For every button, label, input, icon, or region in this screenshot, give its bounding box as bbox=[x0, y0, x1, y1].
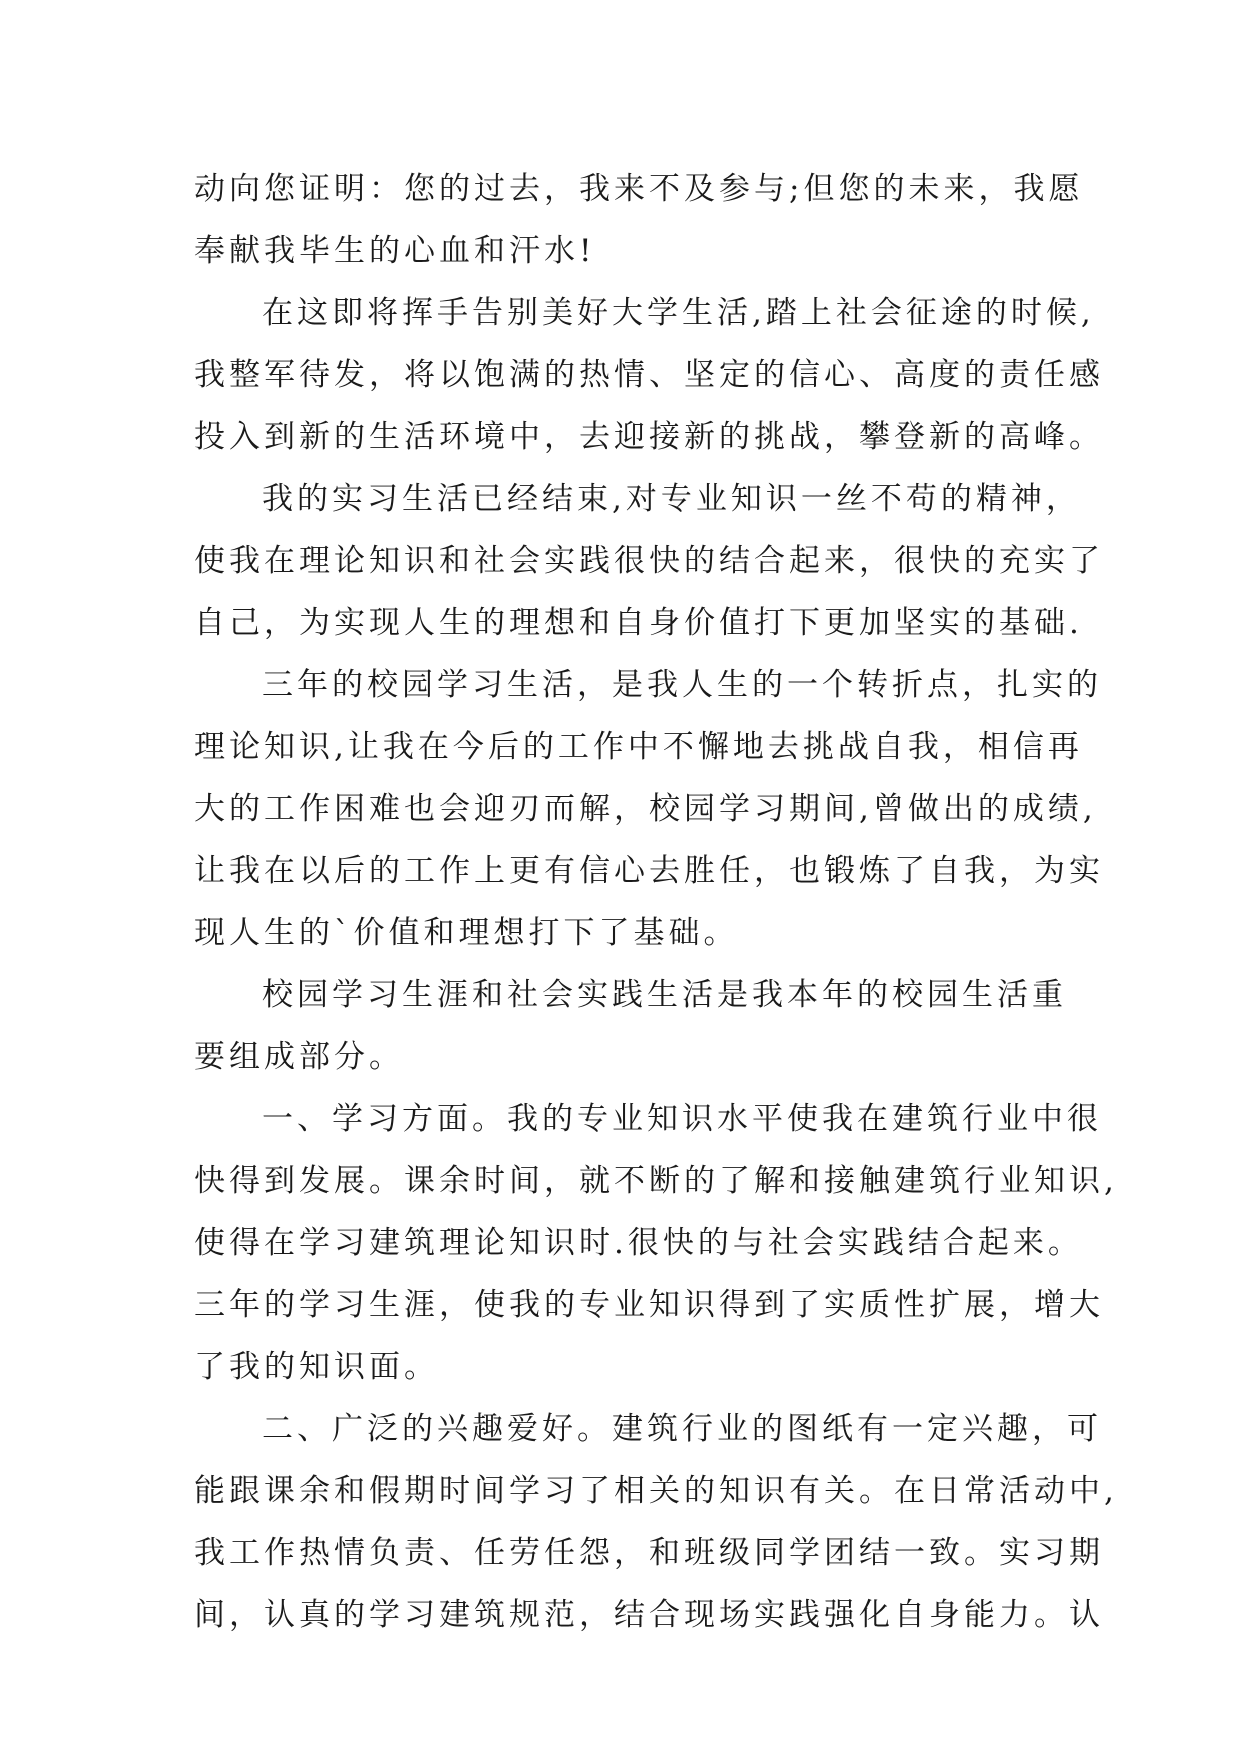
text-line: 奉献我毕生的心血和汗水! bbox=[194, 233, 596, 269]
text-line: 我工作热情负责、任劳任怨，和班级同学团结一致。实习期 bbox=[194, 1535, 1104, 1571]
document-body bbox=[194, 158, 1118, 1646]
paragraph-start-line: 在这即将挥手告别美好大学生活,踏上社会征途的时候, bbox=[262, 295, 1095, 331]
text-line: 快得到发展。课余时间，就不断的了解和接触建筑行业知识, bbox=[194, 1163, 1118, 1199]
text-line: 使我在理论知识和社会实践很快的结合起来，很快的充实了 bbox=[194, 543, 1104, 579]
text-line: 现人生的`价值和理想打下了基础。 bbox=[194, 915, 739, 951]
text-line: 了我的知识面。 bbox=[194, 1349, 439, 1385]
text-line: 间，认真的学习建筑规范，结合现场实践强化自身能力。认 bbox=[194, 1597, 1104, 1633]
text-line: 理论知识,让我在今后的工作中不懈地去挑战自我，相信再 bbox=[194, 729, 1083, 765]
paragraph-start-line: 一、学习方面。我的专业知识水平使我在建筑行业中很 bbox=[262, 1101, 1102, 1137]
text-line: 我整军待发，将以饱满的热情、坚定的信心、高度的责任感 bbox=[194, 357, 1104, 393]
paragraph-start-line: 我的实习生活已经结束,对专业知识一丝不苟的精神， bbox=[262, 481, 1081, 517]
text-line: 动向您证明：您的过去，我来不及参与;但您的未来，我愿 bbox=[194, 171, 1084, 207]
text-line: 大的工作困难也会迎刃而解，校园学习期间,曾做出的成绩, bbox=[194, 791, 1097, 827]
text-line: 让我在以后的工作上更有信心去胜任，也锻炼了自我，为实 bbox=[194, 853, 1104, 889]
paragraph-start-line: 三年的校园学习生活，是我人生的一个转折点，扎实的 bbox=[262, 667, 1102, 703]
paragraph-start-line: 二、广泛的兴趣爱好。建筑行业的图纸有一定兴趣，可 bbox=[262, 1411, 1102, 1447]
text-line: 使得在学习建筑理论知识时.很快的与社会实践结合起来。 bbox=[194, 1225, 1083, 1261]
text-line: 能跟课余和假期时间学习了相关的知识有关。在日常活动中, bbox=[194, 1473, 1118, 1509]
text-line: 三年的学习生涯，使我的专业知识得到了实质性扩展，增大 bbox=[194, 1287, 1104, 1323]
text-line: 投入到新的生活环境中，去迎接新的挑战，攀登新的高峰。 bbox=[194, 419, 1104, 455]
paragraph-start-line: 校园学习生涯和社会实践生活是我本年的校园生活重 bbox=[262, 977, 1067, 1013]
text-line: 要组成部分。 bbox=[194, 1039, 404, 1075]
text-line: 自己，为实现人生的理想和自身价值打下更加坚实的基础. bbox=[194, 605, 1083, 641]
